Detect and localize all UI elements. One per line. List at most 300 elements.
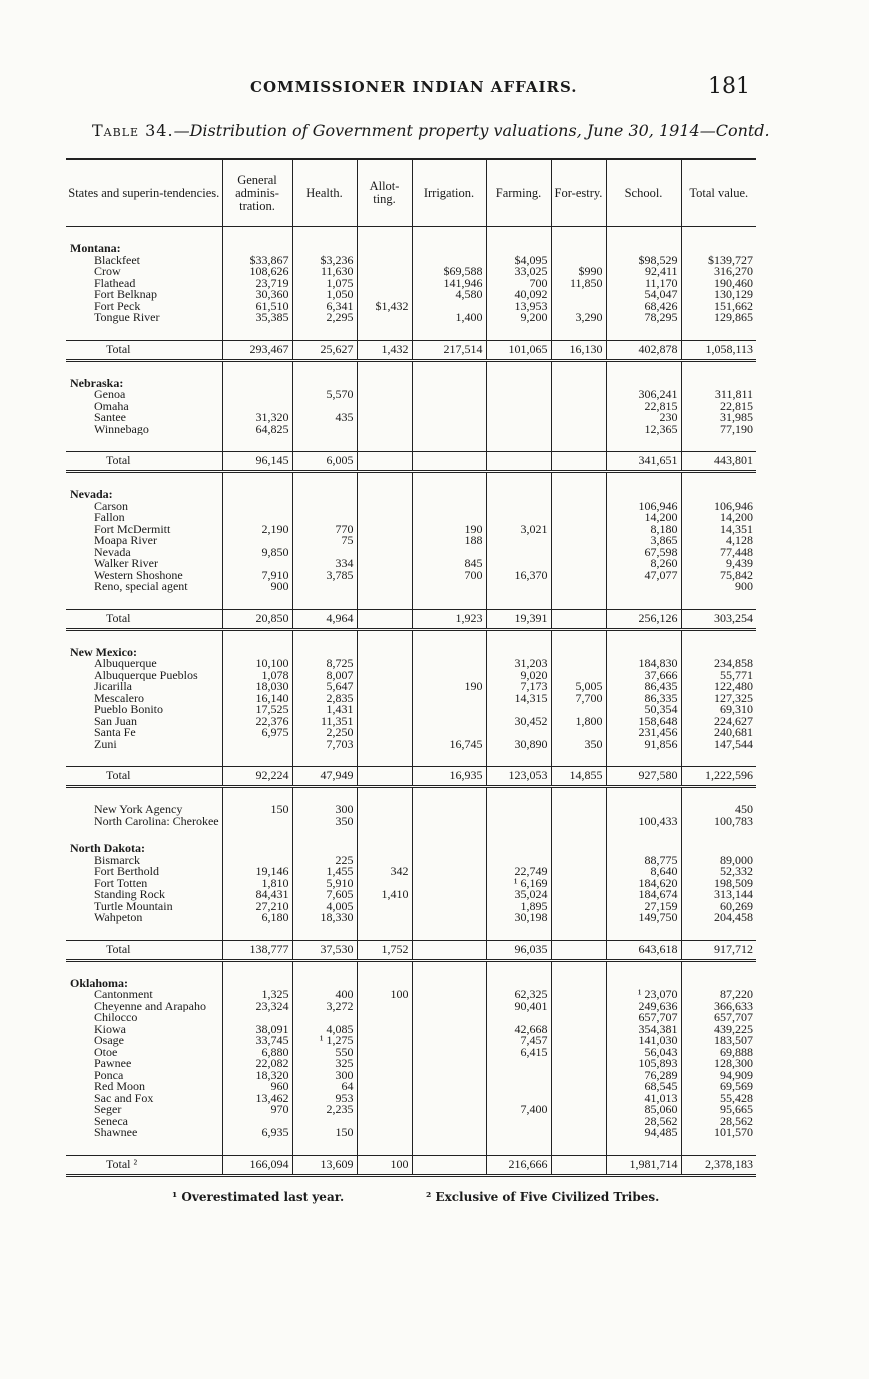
table-row [66, 512, 756, 524]
cell-value: 1,050 [292, 289, 357, 301]
cell-value: 2,235 [292, 1104, 357, 1116]
cell-value: 342 [357, 866, 412, 878]
cell-value: 64 [292, 1081, 357, 1093]
cell-value [222, 827, 292, 843]
cell-value: 22,082 [222, 1058, 292, 1070]
cell-value [681, 647, 756, 659]
cell-value [681, 827, 756, 843]
state-row [66, 647, 756, 659]
cell-value: 31,203 [486, 658, 551, 670]
cell-value: 657,707 [606, 1012, 681, 1024]
cell-value [551, 1081, 606, 1093]
cell-value [222, 924, 292, 941]
cell-value: 138,777 [222, 940, 292, 960]
row-label: Sac and Fox [94, 1092, 154, 1104]
cell-value: 37,530 [292, 940, 357, 960]
row-label: Turtle Mountain [94, 900, 173, 912]
cell-value: 28,562 [606, 1116, 681, 1128]
cell-value: 77,448 [681, 547, 756, 559]
cell-value [551, 1093, 606, 1105]
cell-value [222, 489, 292, 501]
cell-value [292, 489, 357, 501]
cell-value [551, 878, 606, 890]
cell-value [551, 1024, 606, 1036]
state-row [66, 843, 756, 855]
cell-value: 184,830 [606, 658, 681, 670]
cell-value [551, 924, 606, 941]
cell-value [357, 978, 412, 990]
cell-value [357, 266, 412, 278]
cell-value: 770 [292, 524, 357, 536]
cell-value: $139,727 [681, 255, 756, 267]
cell-value: 101,570 [681, 1127, 756, 1139]
cell-value [551, 989, 606, 1001]
cell-value: 86,435 [606, 681, 681, 693]
column-header: States and superin-tendencies. [66, 159, 222, 227]
spacer-row [66, 227, 756, 244]
cell-value [357, 278, 412, 290]
cell-value [412, 889, 486, 901]
cell-value [357, 489, 412, 501]
row-label: Walker River [94, 558, 159, 570]
cell-value: 23,719 [222, 278, 292, 290]
cell-value: 27,159 [606, 901, 681, 913]
table-row [66, 1081, 756, 1093]
cell-value: 313,144 [681, 889, 756, 901]
row-label: Total [66, 452, 222, 472]
cell-value: 14,855 [551, 767, 606, 787]
cell-value [551, 558, 606, 570]
table-row [66, 704, 756, 716]
row-label [66, 1139, 222, 1156]
cell-value [292, 227, 357, 244]
cell-value [357, 593, 412, 610]
cell-value [412, 629, 486, 647]
cell-value [551, 629, 606, 647]
cell-value [292, 750, 357, 767]
cell-value: ¹ 23,070 [606, 989, 681, 1001]
cell-value [486, 855, 551, 867]
cell-value [412, 452, 486, 472]
cell-value [357, 816, 412, 828]
cell-value: 69,569 [681, 1081, 756, 1093]
cell-value: 190 [412, 681, 486, 693]
cell-value: 38,091 [222, 1024, 292, 1036]
spacer-row [66, 960, 756, 978]
cell-value: 700 [412, 570, 486, 582]
row-label: Seneca [94, 1115, 128, 1127]
cell-value [357, 1070, 412, 1082]
cell-value [551, 827, 606, 843]
table-row [66, 681, 756, 693]
cell-value: 224,627 [681, 716, 756, 728]
table-row [66, 289, 756, 301]
cell-value [357, 1127, 412, 1139]
cell-value [357, 827, 412, 843]
row-label: Western Shoshone [94, 569, 183, 581]
table-body [66, 227, 756, 1176]
cell-value [551, 978, 606, 990]
cell-value [486, 547, 551, 559]
table-row [66, 581, 756, 593]
cell-value: 6,880 [222, 1047, 292, 1059]
cell-value: 443,801 [681, 452, 756, 472]
cell-value [551, 727, 606, 739]
cell-value: 183,507 [681, 1035, 756, 1047]
cell-value: 217,514 [412, 340, 486, 360]
cell-value [551, 581, 606, 593]
cell-value: 13,609 [292, 1155, 357, 1175]
cell-value [412, 1012, 486, 1024]
cell-value [486, 412, 551, 424]
state-row [66, 978, 756, 990]
cell-value [357, 1024, 412, 1036]
row-label: Shawnee [94, 1127, 138, 1139]
cell-value [412, 1139, 486, 1156]
cell-value [412, 489, 486, 501]
cell-value: 303,254 [681, 609, 756, 629]
total-row [66, 940, 756, 960]
cell-value: 91,856 [606, 739, 681, 751]
cell-value: 106,946 [681, 501, 756, 513]
cell-value [681, 435, 756, 452]
cell-value [606, 1139, 681, 1156]
table-row [66, 670, 756, 682]
table-row [66, 312, 756, 324]
cell-value [551, 750, 606, 767]
cell-value: $33,867 [222, 255, 292, 267]
cell-value [681, 1139, 756, 1156]
cell-value: 33,025 [486, 266, 551, 278]
cell-value: 953 [292, 1093, 357, 1105]
cell-value [551, 324, 606, 341]
cell-value [412, 243, 486, 255]
cell-value: 439,225 [681, 1024, 756, 1036]
cell-value [606, 227, 681, 244]
cell-value: 400 [292, 989, 357, 1001]
cell-value: 5,647 [292, 681, 357, 693]
cell-value: 3,272 [292, 1001, 357, 1013]
cell-value: 234,858 [681, 658, 756, 670]
cell-value: 92,224 [222, 767, 292, 787]
row-label [66, 324, 222, 341]
cell-value [357, 855, 412, 867]
cell-value: 325 [292, 1058, 357, 1070]
table-row [66, 255, 756, 267]
cell-value: 78,295 [606, 312, 681, 324]
row-label: Fort McDermitt [94, 523, 171, 535]
cell-value [222, 472, 292, 490]
cell-value: 6,415 [486, 1047, 551, 1059]
cell-value [357, 960, 412, 978]
cell-value: 350 [551, 739, 606, 751]
cell-value: 77,190 [681, 424, 756, 436]
cell-value [606, 924, 681, 941]
table-row [66, 866, 756, 878]
row-label: Total [66, 340, 222, 360]
cell-value [222, 435, 292, 452]
cell-value: 8,640 [606, 866, 681, 878]
cell-value [606, 843, 681, 855]
cell-value: 22,815 [681, 401, 756, 413]
cell-value: 354,381 [606, 1024, 681, 1036]
cell-value [222, 501, 292, 513]
cell-value [486, 1081, 551, 1093]
row-label: Kiowa [94, 1023, 126, 1035]
cell-value: 96,145 [222, 452, 292, 472]
cell-value [292, 501, 357, 513]
cell-value: 16,130 [551, 340, 606, 360]
cell-value: 1,325 [222, 989, 292, 1001]
table-row [66, 535, 756, 547]
cell-value: 94,485 [606, 1127, 681, 1139]
cell-value [357, 1093, 412, 1105]
cell-value [551, 1116, 606, 1128]
cell-value: 4,085 [292, 1024, 357, 1036]
cell-value: 129,865 [681, 312, 756, 324]
cell-value [222, 739, 292, 751]
table-row [66, 1104, 756, 1116]
cell-value [222, 389, 292, 401]
cell-value [292, 647, 357, 659]
cell-value [357, 1104, 412, 1116]
cell-value: 30,890 [486, 739, 551, 751]
cell-value [292, 324, 357, 341]
cell-value [412, 901, 486, 913]
cell-value: 40,092 [486, 289, 551, 301]
cell-value [412, 878, 486, 890]
cell-value: 17,525 [222, 704, 292, 716]
cell-value [551, 547, 606, 559]
cell-value: 149,750 [606, 912, 681, 924]
cell-value: 22,749 [486, 866, 551, 878]
cell-value [551, 452, 606, 472]
state-name: Nebraska: [70, 377, 124, 389]
table-row [66, 716, 756, 728]
cell-value [292, 843, 357, 855]
cell-value [486, 501, 551, 513]
cell-value: 147,544 [681, 739, 756, 751]
table-row [66, 1127, 756, 1139]
row-label: Nevada [94, 546, 131, 558]
cell-value [551, 1155, 606, 1175]
row-label: Total [66, 940, 222, 960]
cell-value: 1,058,113 [681, 340, 756, 360]
cell-value [486, 424, 551, 436]
cell-value [357, 658, 412, 670]
cell-value [606, 804, 681, 816]
cell-value [551, 501, 606, 513]
cell-value [357, 787, 412, 805]
cell-value: 7,457 [486, 1035, 551, 1047]
cell-value [412, 1127, 486, 1139]
cell-value [606, 978, 681, 990]
cell-value: $98,529 [606, 255, 681, 267]
cell-value [412, 324, 486, 341]
spacer-row [66, 629, 756, 647]
cell-value [292, 978, 357, 990]
cell-value [357, 716, 412, 728]
total-row [66, 1155, 756, 1175]
row-label: Albuquerque [94, 658, 157, 670]
cell-value [222, 1139, 292, 1156]
cell-value: 89,000 [681, 855, 756, 867]
cell-value: 11,170 [606, 278, 681, 290]
cell-value: 42,668 [486, 1024, 551, 1036]
caption-label: Table 34. [92, 121, 174, 140]
cell-value [412, 472, 486, 490]
row-label: Winnebago [94, 423, 149, 435]
cell-value [412, 658, 486, 670]
column-header: Total value. [681, 159, 756, 227]
running-title: COMMISSIONER INDIAN AFFAIRS. [250, 78, 578, 96]
cell-value [551, 1104, 606, 1116]
cell-value [412, 827, 486, 843]
cell-value [357, 452, 412, 472]
cell-value: 900 [222, 581, 292, 593]
cell-value: 151,662 [681, 301, 756, 313]
cell-value: 366,633 [681, 1001, 756, 1013]
cell-value [486, 1127, 551, 1139]
cell-value [412, 581, 486, 593]
cell-value [292, 960, 357, 978]
cell-value [681, 227, 756, 244]
cell-value: 9,200 [486, 312, 551, 324]
spacer-row [66, 827, 756, 843]
cell-value [412, 1155, 486, 1175]
cell-value: $4,095 [486, 255, 551, 267]
cell-value: 900 [681, 581, 756, 593]
cell-value: 87,220 [681, 989, 756, 1001]
cell-value: 5,910 [292, 878, 357, 890]
cell-value: 100 [357, 989, 412, 1001]
cell-value [486, 1116, 551, 1128]
cell-value [551, 512, 606, 524]
cell-value [357, 424, 412, 436]
cell-value: 54,047 [606, 289, 681, 301]
cell-value: 306,241 [606, 389, 681, 401]
cell-value: 4,128 [681, 535, 756, 547]
cell-value: 16,935 [412, 767, 486, 787]
table-row [66, 389, 756, 401]
cell-value [551, 816, 606, 828]
cell-value [551, 424, 606, 436]
cell-value [551, 289, 606, 301]
cell-value [357, 389, 412, 401]
cell-value [357, 547, 412, 559]
cell-value: 30,360 [222, 289, 292, 301]
cell-value: 64,825 [222, 424, 292, 436]
cell-value [357, 767, 412, 787]
cell-value [412, 843, 486, 855]
cell-value: 105,893 [606, 1058, 681, 1070]
cell-value [222, 535, 292, 547]
spacer-row [66, 324, 756, 341]
cell-value [412, 424, 486, 436]
cell-value [292, 629, 357, 647]
cell-value [292, 512, 357, 524]
cell-value: 31,320 [222, 412, 292, 424]
row-label [66, 750, 222, 767]
cell-value [551, 940, 606, 960]
cell-value [551, 489, 606, 501]
cell-value [222, 978, 292, 990]
cell-value: 1,431 [292, 704, 357, 716]
cell-value [412, 1093, 486, 1105]
cell-value: 47,077 [606, 570, 681, 582]
table-caption [92, 121, 770, 140]
cell-value: 4,580 [412, 289, 486, 301]
cell-value [551, 401, 606, 413]
cell-value [412, 1116, 486, 1128]
row-label [66, 435, 222, 452]
cell-value [412, 804, 486, 816]
column-header: Health. [292, 159, 357, 227]
row-label: Fort Berthold [94, 866, 159, 878]
cell-value [681, 629, 756, 647]
row-label: Moapa River [94, 535, 157, 547]
cell-value [357, 739, 412, 751]
cell-value [551, 593, 606, 610]
cell-value [357, 412, 412, 424]
cell-value: 970 [222, 1104, 292, 1116]
cell-value [357, 360, 412, 378]
cell-value: 190 [412, 524, 486, 536]
row-label: Jicarilla [94, 681, 132, 693]
cell-value: 25,627 [292, 340, 357, 360]
cell-value [551, 243, 606, 255]
cell-value [412, 670, 486, 682]
cell-value: 8,725 [292, 658, 357, 670]
cell-value: 6,975 [222, 727, 292, 739]
cell-value [412, 978, 486, 990]
cell-value: 8,180 [606, 524, 681, 536]
cell-value: 69,888 [681, 1047, 756, 1059]
cell-value [486, 401, 551, 413]
cell-value: 22,815 [606, 401, 681, 413]
cell-value: 7,400 [486, 1104, 551, 1116]
cell-value: 14,315 [486, 693, 551, 705]
cell-value [357, 727, 412, 739]
cell-value [551, 960, 606, 978]
cell-value [412, 360, 486, 378]
cell-value [606, 324, 681, 341]
column-header: General adminis-tration. [222, 159, 292, 227]
cell-value [681, 843, 756, 855]
cell-value: 62,325 [486, 989, 551, 1001]
row-label: Zuni [94, 738, 117, 750]
cell-value: 9,439 [681, 558, 756, 570]
cell-value [551, 804, 606, 816]
cell-value [551, 389, 606, 401]
cell-value [486, 243, 551, 255]
cell-value: 311,811 [681, 389, 756, 401]
cell-value: 9,850 [222, 547, 292, 559]
table-row [66, 266, 756, 278]
cell-value: 7,910 [222, 570, 292, 582]
row-label: Fort Peck [94, 300, 141, 312]
cell-value [681, 750, 756, 767]
cell-value: 55,771 [681, 670, 756, 682]
cell-value [486, 472, 551, 490]
table-row [66, 658, 756, 670]
cell-value [551, 535, 606, 547]
cell-value [412, 1001, 486, 1013]
cell-value [486, 727, 551, 739]
cell-value [486, 535, 551, 547]
cell-value [412, 593, 486, 610]
cell-value: 67,598 [606, 547, 681, 559]
